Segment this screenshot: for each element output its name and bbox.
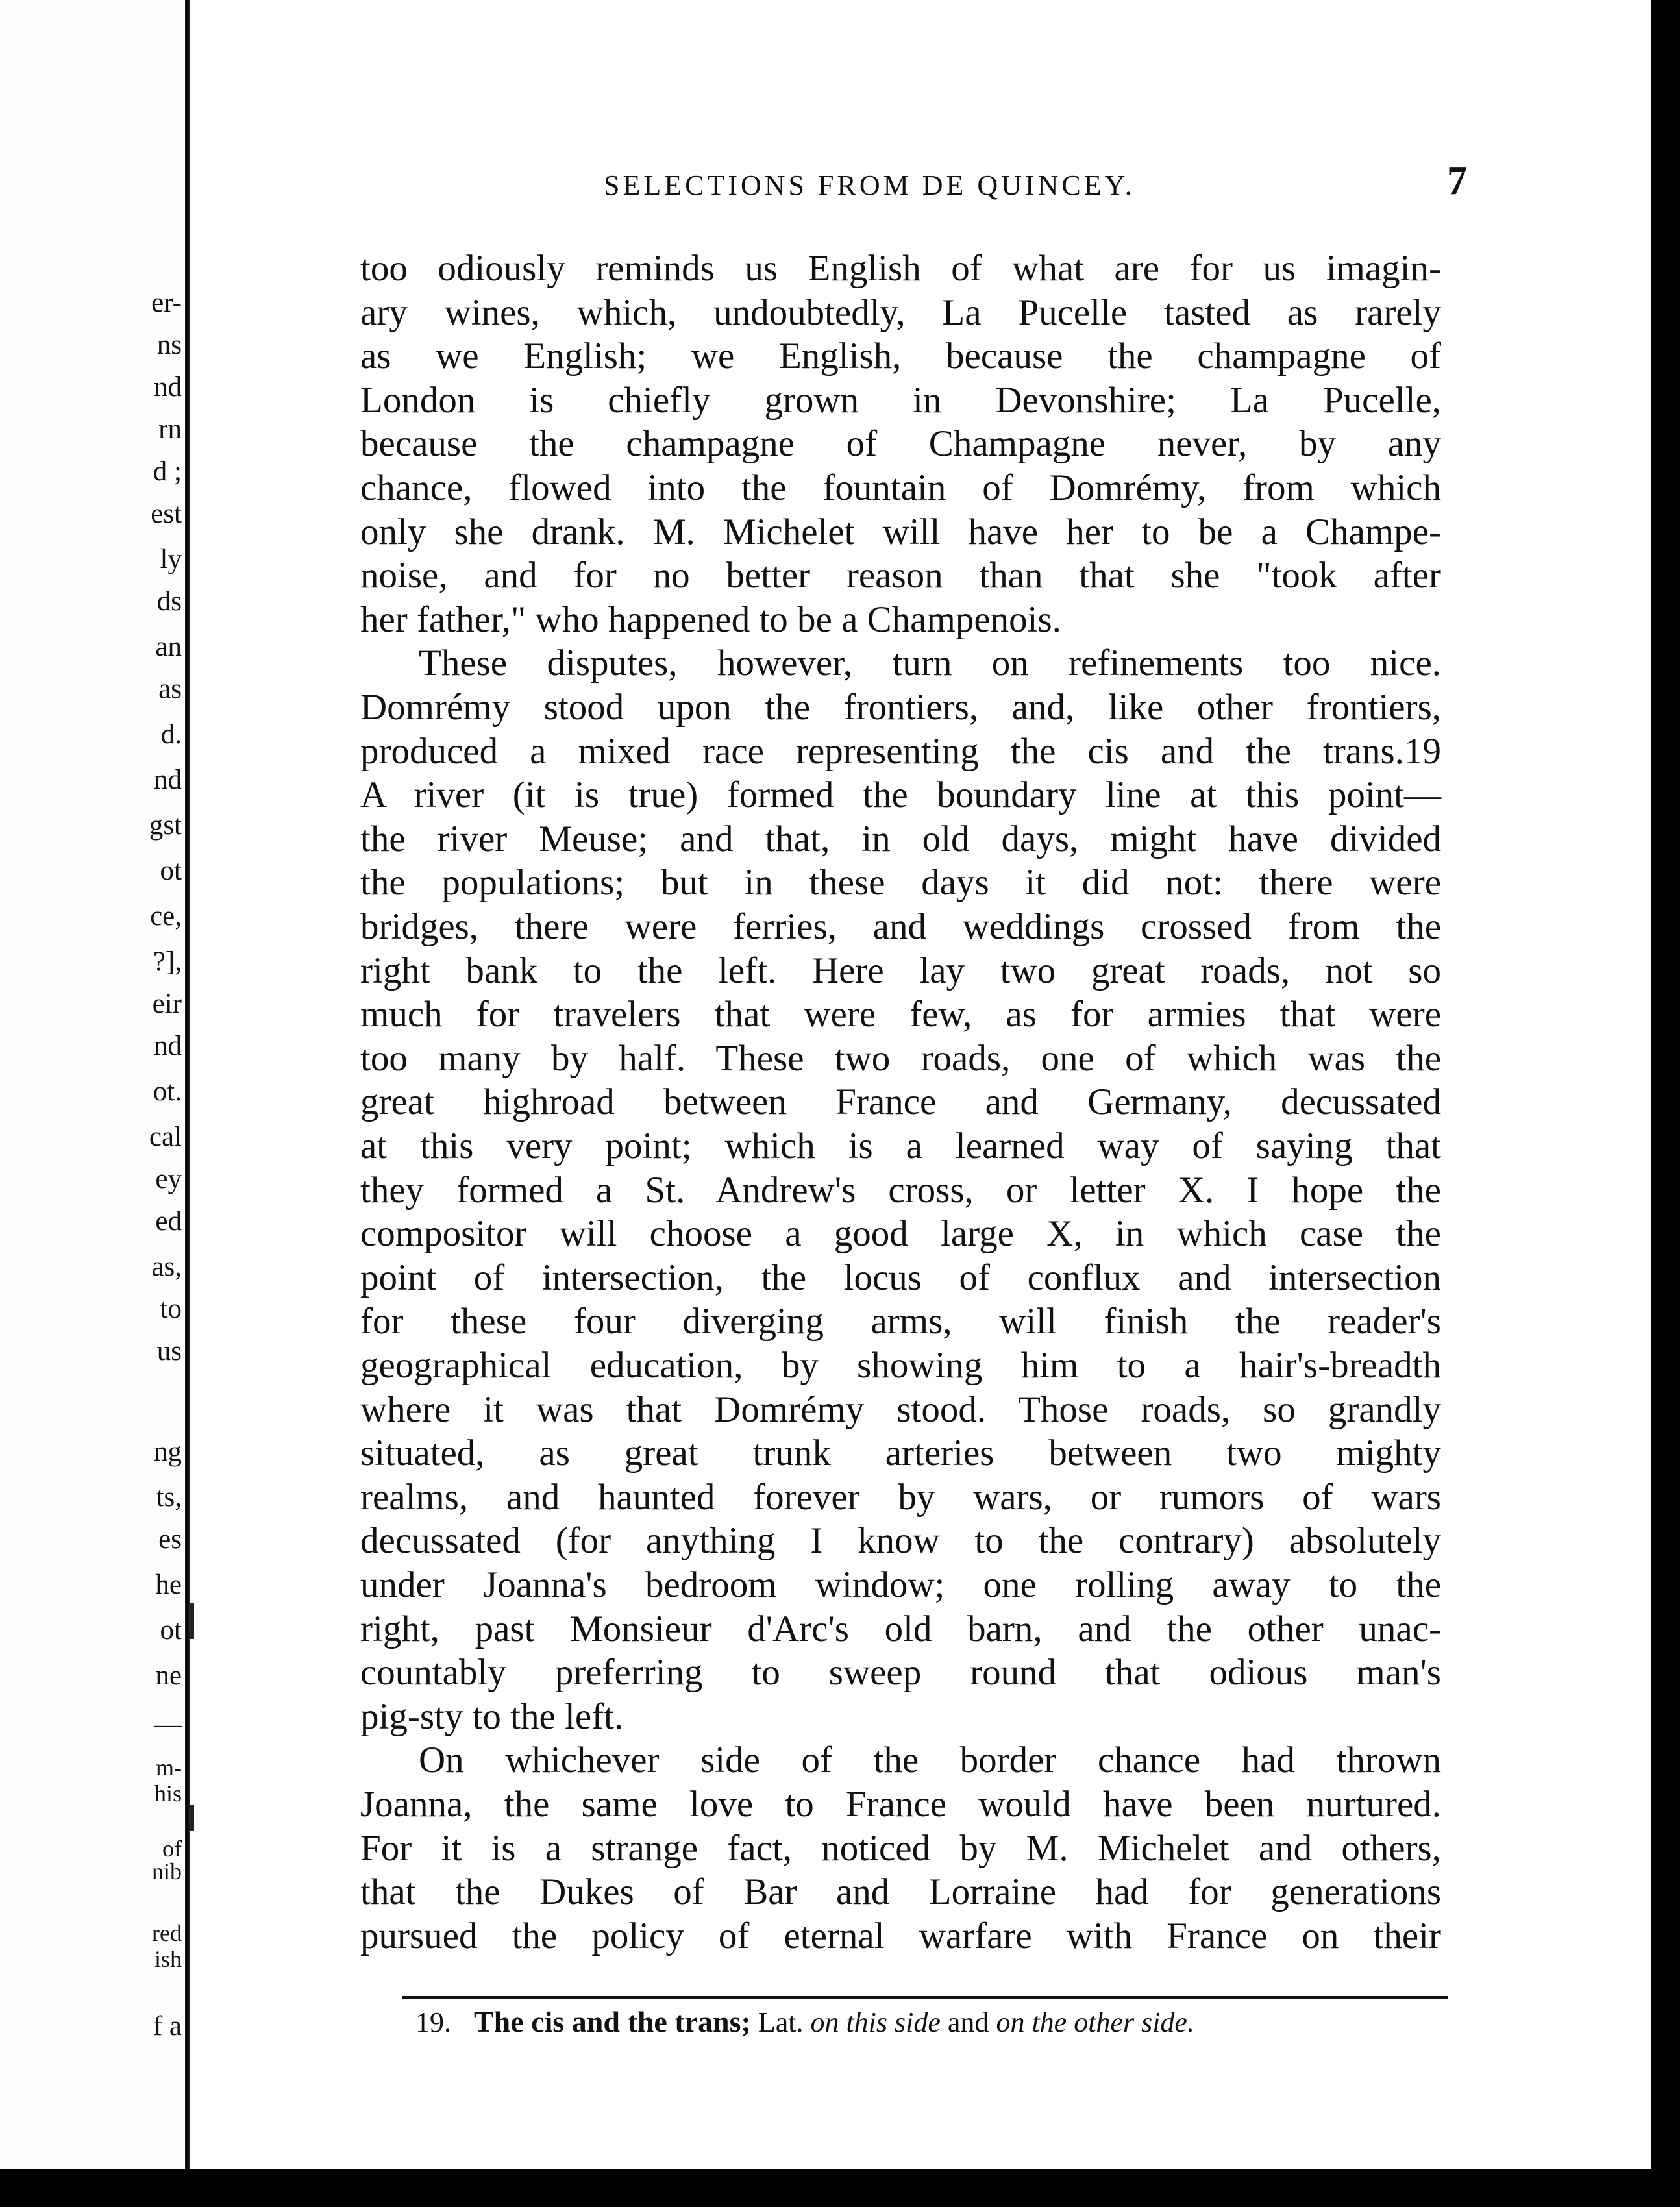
body-line: Domrémy stood upon the frontiers, and, like other frontiers, <box>360 687 1441 728</box>
facing-page-text: nib <box>151 1858 182 1884</box>
body-line: as we English; we English, because the champagne of <box>360 336 1441 376</box>
facing-page-text: his <box>154 1781 182 1806</box>
body-line: geographical education, by showing him to a hair's-breadth <box>360 1345 1441 1386</box>
facing-page-text: rn <box>158 414 182 445</box>
footnote-text-prefix: Lat. <box>758 2006 804 2038</box>
body-line: ary wines, which, undoubtedly, La Pucelle tasted as rarely <box>360 292 1441 333</box>
facing-page-text: eir <box>152 989 182 1019</box>
body-line: These disputes, however, turn on refinements too nice. <box>419 643 1441 684</box>
body-line: they formed a St. Andrew's cross, or letter X. I hope the <box>360 1170 1441 1211</box>
facing-page-text: cal <box>149 1122 182 1152</box>
facing-page-text: ey <box>155 1164 182 1194</box>
facing-page-text: an <box>155 632 182 662</box>
body-line: pig-sty to the left. <box>360 1696 624 1737</box>
body-line: her father," who happened to be a Champenois. <box>360 599 1061 640</box>
facing-page-text: red <box>152 1920 182 1946</box>
facing-page-text: es <box>158 1524 182 1555</box>
facing-page-text: m- <box>156 1755 182 1781</box>
facing-page-text: ot <box>160 856 182 886</box>
facing-page-text: to <box>160 1294 182 1324</box>
facing-page-text: ne <box>155 1660 182 1691</box>
facing-page-text: he <box>155 1570 182 1600</box>
facing-page-text: nd <box>154 1031 182 1061</box>
body-line: under Joanna's bedroom window; one rolling away to the <box>360 1564 1441 1605</box>
facing-page-text: of <box>162 1836 182 1862</box>
binding-mark <box>190 1805 194 1831</box>
body-line: great highroad between France and Germany, decussated <box>360 1081 1441 1122</box>
body-line: decussated (for anything I know to the contrary) absolutely <box>360 1520 1441 1561</box>
facing-page-text: us <box>156 1336 182 1366</box>
body-line: produced a mixed race representing the cis and the trans.19 <box>360 731 1441 772</box>
facing-page-text: ?], <box>153 946 182 977</box>
facing-page-text: gst <box>149 810 182 841</box>
scan-border <box>1651 0 1680 2207</box>
body-line: chance, flowed into the fountain of Domrémy, from which <box>360 467 1441 508</box>
facing-page-text: as <box>158 674 182 704</box>
facing-page-text: as, <box>151 1251 182 1282</box>
body-line: London is chiefly grown in Devonshire; La Pucelle, <box>360 380 1441 421</box>
body-line: too odiously reminds us English of what are for us imagin- <box>360 248 1441 289</box>
body-line: because the champagne of Champagne never, by any <box>360 423 1441 464</box>
body-line: realms, and haunted forever by wars, or rumors of wars <box>360 1477 1441 1518</box>
facing-page-text: ly <box>160 544 182 574</box>
body-line: On whichever side of the border chance had thrown <box>419 1740 1441 1781</box>
body-line: the populations; but in these days it did not: there were <box>360 862 1441 903</box>
footnote-italic-1: on this side <box>810 2006 941 2038</box>
facing-page-text: nd <box>154 372 182 402</box>
body-line: pursued the policy of eternal warfare with France on their <box>360 1916 1441 1956</box>
body-line: much for travelers that were few, as for armies that were <box>360 994 1441 1035</box>
body-line: bridges, there were ferries, and weddings crossed from the <box>360 906 1441 947</box>
facing-page-text: est <box>151 499 182 529</box>
facing-page-text: ng <box>154 1436 182 1467</box>
facing-page-text: nd <box>154 765 182 795</box>
facing-page-text: ns <box>156 330 182 360</box>
body-line: too many by half. These two roads, one of which was the <box>360 1038 1441 1079</box>
body-line: right, past Monsieur d'Arc's old barn, and the other unac- <box>360 1609 1441 1649</box>
body-line: where it was that Domrémy stood. Those roads, so grandly <box>360 1389 1441 1430</box>
body-line: noise, and for no better reason than that she "took after <box>360 555 1441 596</box>
facing-page-text: ot. <box>153 1076 182 1107</box>
body-line: that the Dukes of Bar and Lorraine had for generations <box>360 1871 1441 1912</box>
body-line: situated, as great trunk arteries between two mighty <box>360 1433 1441 1473</box>
facing-page-text: ds <box>156 586 182 617</box>
facing-page-text: f a <box>153 2011 182 2041</box>
footnote-heading: The cis and the trans; <box>474 2005 751 2038</box>
facing-page-text: — <box>154 1709 182 1740</box>
facing-page-text: er- <box>151 288 182 318</box>
running-title: SELECTIONS FROM DE QUINCEY. <box>604 169 1135 201</box>
body-line: Joanna, the same love to France would have been nurtured. <box>360 1784 1441 1825</box>
footnote-connector: and <box>947 2006 989 2038</box>
footnote-italic-2: on the other side. <box>996 2006 1194 2038</box>
facing-page-text: d ; <box>153 456 182 487</box>
body-line: A river (it is true) formed the boundary line at this point— <box>360 774 1441 815</box>
facing-page-fragment <box>0 0 187 2169</box>
footnote <box>415 2004 1448 2039</box>
binding-mark <box>190 1603 194 1639</box>
facing-page-text: ish <box>154 1946 182 1972</box>
body-line: the river Meuse; and that, in old days, might have divided <box>360 819 1441 859</box>
body-line: for these four diverging arms, will finish the reader's <box>360 1301 1441 1342</box>
body-line: right bank to the left. Here lay two great roads, not so <box>360 950 1441 991</box>
facing-page-text: ce, <box>150 901 182 931</box>
body-line: For it is a strange fact, noticed by M. Michelet and others, <box>360 1828 1441 1869</box>
footnote-number: 19. <box>415 2006 451 2038</box>
body-line: compositor will choose a good large X, in which case the <box>360 1213 1441 1254</box>
footnote-rule <box>402 1996 1448 1999</box>
body-line: at this very point; which is a learned way of saying that <box>360 1126 1441 1166</box>
page-number: 7 <box>1447 159 1467 203</box>
facing-page-text: ot <box>160 1615 182 1646</box>
facing-page-text: ed <box>155 1206 182 1237</box>
body-line: point of intersection, the locus of conflux and intersection <box>360 1257 1441 1298</box>
facing-page-text: d. <box>160 719 182 750</box>
body-line: countably preferring to sweep round that odious man's <box>360 1652 1441 1693</box>
book-gutter <box>185 0 190 2169</box>
body-line: only she drank. M. Michelet will have her to be a Champe- <box>360 512 1441 552</box>
facing-page-text: ts, <box>156 1482 182 1512</box>
